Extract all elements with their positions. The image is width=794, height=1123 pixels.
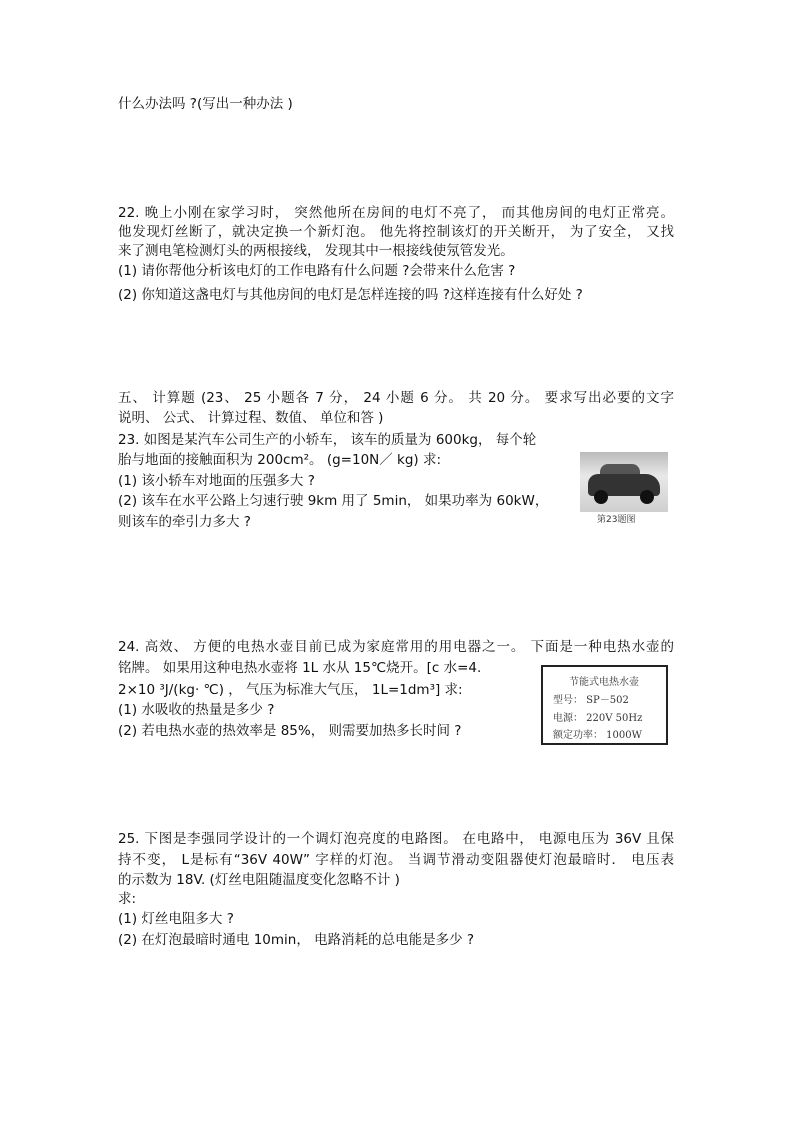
q25-line: 持不变， L是标有“36V 40W” 字样的灯泡。 当调节滑动变阻器使灯泡最暗时． 电压表 <box>118 852 674 868</box>
section-heading: 说明、 公式、 计算过程、数值、 单位和答 ) <box>118 410 384 426</box>
q25-line: (2) 在灯泡最暗时通电 10min， 电路消耗的总电能是多少 ? <box>118 932 475 948</box>
q23-line: (1) 该小轿车对地面的压强多大 ? <box>118 473 315 489</box>
q22-line: (2) 你知道这盏电灯与其他房间的电灯是怎样连接的吗 ?这样连接有什么好处 ? <box>118 287 583 303</box>
q24-line: 24. 高效、 方便的电热水壶目前已成为家庭常用的用电器之一。 下面是一种电热水壶的 <box>118 639 674 655</box>
section-heading: 五、 计算题 (23、 25 小题各 7 分， 24 小题 6 分。 共 20 分。 要求写出必要的文字 <box>118 390 674 406</box>
q23-line: (2) 该车在水平公路上匀速行驶 9km 用了 5min， 如果功率为 60kW， <box>118 493 549 509</box>
nameplate-title: 节能式电热水壶 <box>569 677 639 688</box>
q23-line: 则该车的牵引力多大 ? <box>118 514 251 530</box>
q24-line: (1) 水吸收的热量是多少 ? <box>118 702 275 718</box>
q24-line: (2) 若电热水壶的热效率是 85%， 则需要加热多长时间 ? <box>118 723 462 739</box>
text-line: 什么办法吗 ?(写出一种办法 ) <box>118 96 293 112</box>
q23-line: 23. 如图是某汽车公司生产的小轿车， 该车的质量为 600kg， 每个轮 <box>118 432 537 448</box>
kettle-nameplate <box>541 665 668 745</box>
q24-line: 铭牌。 如果用这种电热水壶将 1L 水从 15℃烧开。[c 水=4. <box>118 660 482 676</box>
nameplate-line: 额定功率： 1000W <box>553 730 642 741</box>
q22-line: 他发现灯丝断了，就决定换一个新灯泡。 他先将控制该灯的开关断开， 为了安全， 又找 <box>118 224 674 240</box>
q25-line: 求: <box>118 891 137 907</box>
car-photo <box>580 452 668 512</box>
q24-line: 2×10 ³J/(kg· ℃) ， 气压为标准大气压， 1L=1dm³] 求: <box>118 682 463 698</box>
nameplate-line: 型号： SP－502 <box>553 695 629 706</box>
q22-line: 22. 晚上小刚在家学习时， 突然他所在房间的电灯不亮了， 而其他房间的电灯正常亮。 <box>118 205 674 221</box>
q25-line: 25. 下图是李强同学设计的一个调灯泡亮度的电路图。 在电路中， 电源电压为 36V 且保 <box>118 831 674 847</box>
q25-line: 的示数为 18V. (灯丝电阻随温度变化忽略不计 ) <box>118 872 400 888</box>
q22-line: (1) 请你帮他分析该电灯的工作电路有什么问题 ?会带来什么危害 ? <box>118 263 516 279</box>
q25-line: (1) 灯丝电阻多大 ? <box>118 911 234 927</box>
q23-line: 胎与地面的接触面积为 200cm²。 (g=10N／ kg) 求: <box>118 452 442 468</box>
nameplate-line: 电源： 220V 50Hz <box>553 713 643 724</box>
figure-caption: 第23题图 <box>597 515 636 525</box>
q22-line: 来了测电笔检测灯头的两根接线， 发现其中一根接线使氖管发光。 <box>118 243 514 259</box>
